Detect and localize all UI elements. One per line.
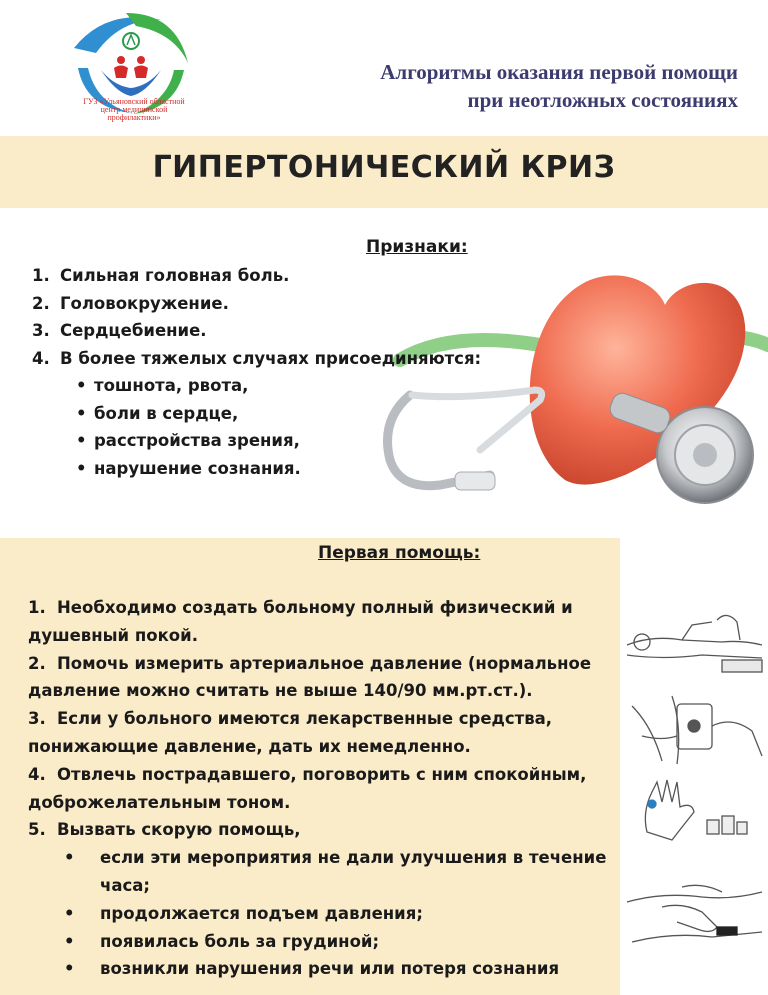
list-item: 3. Сердцебиение. (32, 321, 207, 340)
list-item: 4. В более тяжелых случаях присоединяются: (32, 348, 482, 368)
list-item: 1. Необходимо создать больному полный физический и душевный покой. (28, 598, 573, 645)
header-title (380, 58, 738, 114)
first-aid-sublist (28, 844, 613, 983)
bullet-icon: • (76, 458, 87, 478)
page-title: ГИПЕРТОНИЧЕСКИЙ КРИЗ (152, 150, 616, 185)
bullet-icon: • (76, 376, 87, 395)
list-subitem: • нарушение сознания. (76, 455, 502, 483)
bullet-icon: • (64, 848, 75, 868)
blood-pressure-measure-sketch (622, 686, 768, 766)
list-subitem: • тошнота, рвота, (76, 372, 502, 400)
list-subitem: • расстройства зрения, (76, 427, 502, 455)
list-item: 2. Помочь измерить артериальное давление (нормальное давление можно считать не выше 140/90 мм.рт.ст.). (28, 653, 592, 701)
bullet-icon: • (64, 959, 75, 979)
bullet-icon: • (64, 903, 75, 923)
list-item: 3. Если у больного имеются лекарственные средства, понижающие давление, дать их немедленно. (28, 709, 553, 756)
header-title-line1: Алгоритмы оказания первой помощи (380, 60, 738, 84)
list-subitem: • появилась боль за грудиной; (28, 928, 613, 956)
first-aid-list (28, 594, 613, 983)
list-item: 1. Сильная головная боль. (32, 266, 290, 285)
page-header (0, 0, 768, 135)
pills-hand-sketch (622, 772, 768, 848)
header-title-line2: при неотложных состояниях (467, 88, 738, 112)
list-item: 5. Вызвать скорую помощь, (28, 820, 301, 840)
signs-list (32, 262, 502, 482)
list-subitem: • продолжается подъем давления; (28, 900, 613, 928)
hands-chest-sketch (622, 872, 768, 952)
list-subitem: • возникли нарушения речи или потеря сознания (28, 955, 613, 983)
bullet-icon: • (64, 931, 75, 951)
list-subitem: • если эти мероприятия не дали улучшения в течение часа; (28, 844, 613, 900)
list-item: 2. Головокружение. (32, 293, 229, 313)
title-banner (0, 136, 768, 208)
signs-heading: Признаки: (366, 237, 468, 257)
list-subitem: • боли в сердце, (76, 400, 502, 428)
lying-patient-sketch (622, 600, 768, 680)
list-item: 4. Отвлечь пострадавшего, поговорить с ним спокойным, доброжелательным тоном. (28, 764, 587, 812)
org-name: ГУЗ «Ульяновский областной центр медицинской профилактики» (83, 97, 185, 122)
signs-sublist (76, 372, 502, 482)
bullet-icon: • (76, 403, 87, 423)
first-aid-heading: Первая помощь: (318, 543, 481, 563)
bullet-icon: • (76, 431, 87, 450)
